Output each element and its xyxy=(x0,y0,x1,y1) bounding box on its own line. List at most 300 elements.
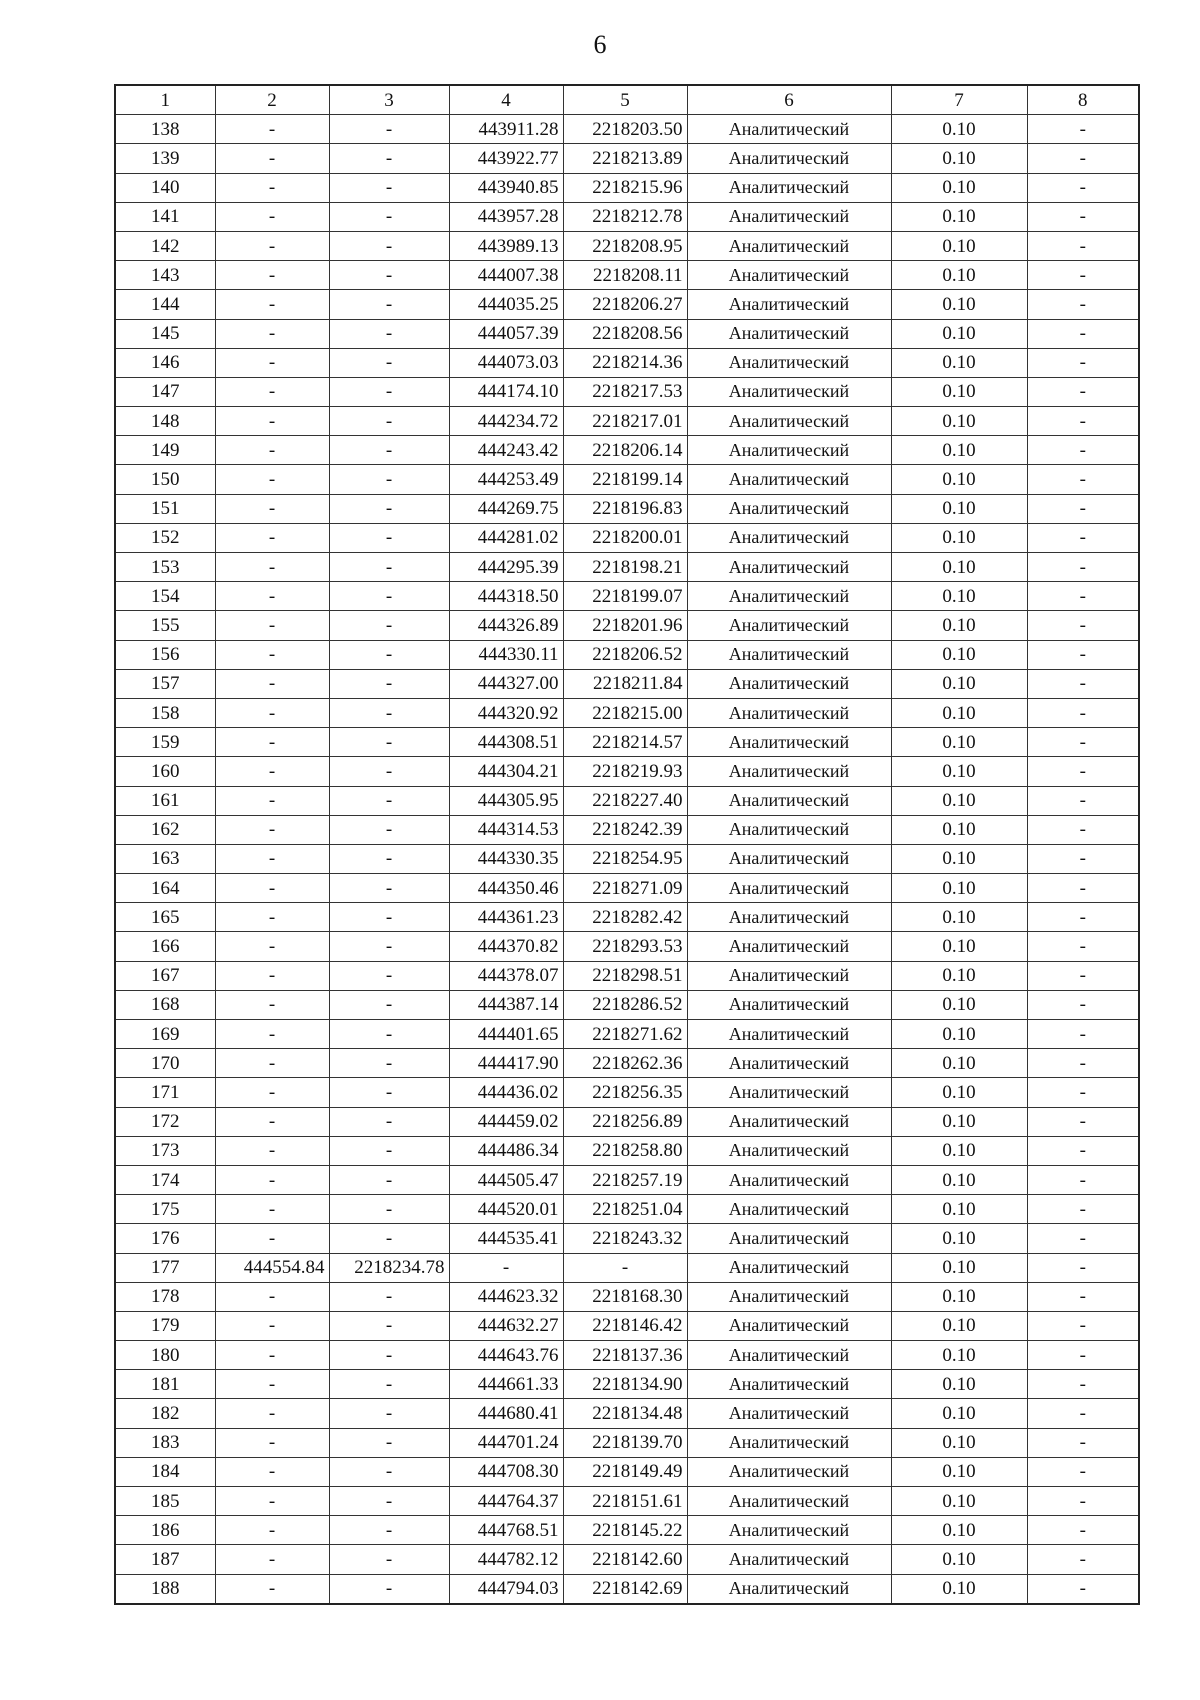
point-number-cell: 175 xyxy=(115,1195,215,1224)
table-row xyxy=(115,990,1139,1019)
y-coordinate-cell: 2218214.57 xyxy=(563,728,687,757)
col8-cell: - xyxy=(1027,611,1139,640)
col8-cell: - xyxy=(1027,523,1139,552)
col2-cell: - xyxy=(215,1107,329,1136)
col3-cell: - xyxy=(329,465,449,494)
col2-cell: - xyxy=(215,348,329,377)
method-cell: Аналитический xyxy=(687,1020,891,1049)
y-coordinate-cell: 2218199.07 xyxy=(563,582,687,611)
table-row xyxy=(115,115,1139,144)
table-row xyxy=(115,786,1139,815)
y-coordinate-cell: 2218214.36 xyxy=(563,348,687,377)
method-cell: Аналитический xyxy=(687,844,891,873)
point-number-cell: 160 xyxy=(115,757,215,786)
point-number-cell: 152 xyxy=(115,523,215,552)
method-cell: Аналитический xyxy=(687,523,891,552)
accuracy-cell: 0.10 xyxy=(891,1224,1027,1253)
table-row xyxy=(115,640,1139,669)
y-coordinate-cell: 2218199.14 xyxy=(563,465,687,494)
col2-cell: - xyxy=(215,815,329,844)
col8-cell: - xyxy=(1027,144,1139,173)
column-header-8: 8 xyxy=(1027,85,1139,115)
col3-cell: - xyxy=(329,1574,449,1604)
column-header-6: 6 xyxy=(687,85,891,115)
y-coordinate-cell: 2218282.42 xyxy=(563,903,687,932)
column-header-3: 3 xyxy=(329,85,449,115)
method-cell: Аналитический xyxy=(687,1195,891,1224)
col3-cell: - xyxy=(329,290,449,319)
x-coordinate-cell: 444505.47 xyxy=(449,1165,563,1194)
col3-cell: - xyxy=(329,1311,449,1340)
table-row xyxy=(115,407,1139,436)
header-row xyxy=(115,85,1139,115)
table-row xyxy=(115,290,1139,319)
col2-cell: - xyxy=(215,611,329,640)
method-cell: Аналитический xyxy=(687,553,891,582)
table-header xyxy=(115,85,1139,115)
y-coordinate-cell: 2218208.56 xyxy=(563,319,687,348)
col3-cell: - xyxy=(329,961,449,990)
accuracy-cell: 0.10 xyxy=(891,932,1027,961)
col3-cell: - xyxy=(329,115,449,144)
point-number-cell: 183 xyxy=(115,1428,215,1457)
accuracy-cell: 0.10 xyxy=(891,319,1027,348)
y-coordinate-cell: 2218142.60 xyxy=(563,1545,687,1574)
x-coordinate-cell: - xyxy=(449,1253,563,1282)
col8-cell: - xyxy=(1027,1399,1139,1428)
col3-cell: - xyxy=(329,874,449,903)
table-row xyxy=(115,1428,1139,1457)
point-number-cell: 171 xyxy=(115,1078,215,1107)
method-cell: Аналитический xyxy=(687,874,891,903)
y-coordinate-cell: 2218151.61 xyxy=(563,1487,687,1516)
table-row xyxy=(115,173,1139,202)
x-coordinate-cell: 444378.07 xyxy=(449,961,563,990)
y-coordinate-cell: 2218206.14 xyxy=(563,436,687,465)
col2-cell: - xyxy=(215,290,329,319)
col2-cell: - xyxy=(215,786,329,815)
col3-cell: - xyxy=(329,261,449,290)
col8-cell: - xyxy=(1027,1311,1139,1340)
col8-cell: - xyxy=(1027,1457,1139,1486)
accuracy-cell: 0.10 xyxy=(891,1545,1027,1574)
point-number-cell: 155 xyxy=(115,611,215,640)
x-coordinate-cell: 444708.30 xyxy=(449,1457,563,1486)
accuracy-cell: 0.10 xyxy=(891,436,1027,465)
column-header-4: 4 xyxy=(449,85,563,115)
table-row xyxy=(115,1399,1139,1428)
col3-cell: - xyxy=(329,728,449,757)
table-row xyxy=(115,348,1139,377)
method-cell: Аналитический xyxy=(687,173,891,202)
col3-cell: - xyxy=(329,1136,449,1165)
x-coordinate-cell: 444643.76 xyxy=(449,1341,563,1370)
accuracy-cell: 0.10 xyxy=(891,728,1027,757)
y-coordinate-cell: 2218213.89 xyxy=(563,144,687,173)
col2-cell: - xyxy=(215,231,329,260)
point-number-cell: 161 xyxy=(115,786,215,815)
col3-cell: - xyxy=(329,319,449,348)
point-number-cell: 179 xyxy=(115,1311,215,1340)
point-number-cell: 156 xyxy=(115,640,215,669)
col2-cell: 444554.84 xyxy=(215,1253,329,1282)
x-coordinate-cell: 444520.01 xyxy=(449,1195,563,1224)
x-coordinate-cell: 444330.35 xyxy=(449,844,563,873)
point-number-cell: 174 xyxy=(115,1165,215,1194)
table-row xyxy=(115,377,1139,406)
table-row xyxy=(115,1107,1139,1136)
accuracy-cell: 0.10 xyxy=(891,261,1027,290)
col3-cell: - xyxy=(329,1341,449,1370)
col8-cell: - xyxy=(1027,844,1139,873)
col8-cell: - xyxy=(1027,436,1139,465)
method-cell: Аналитический xyxy=(687,757,891,786)
method-cell: Аналитический xyxy=(687,1399,891,1428)
table-row xyxy=(115,874,1139,903)
point-number-cell: 141 xyxy=(115,202,215,231)
col2-cell: - xyxy=(215,407,329,436)
table-row xyxy=(115,1020,1139,1049)
col2-cell: - xyxy=(215,1545,329,1574)
table-row xyxy=(115,202,1139,231)
point-number-cell: 154 xyxy=(115,582,215,611)
x-coordinate-cell: 444035.25 xyxy=(449,290,563,319)
col8-cell: - xyxy=(1027,1049,1139,1078)
table-row xyxy=(115,1224,1139,1253)
table-row xyxy=(115,961,1139,990)
x-coordinate-cell: 444318.50 xyxy=(449,582,563,611)
y-coordinate-cell: 2218134.48 xyxy=(563,1399,687,1428)
y-coordinate-cell: 2218257.19 xyxy=(563,1165,687,1194)
point-number-cell: 146 xyxy=(115,348,215,377)
y-coordinate-cell: 2218208.11 xyxy=(563,261,687,290)
table-row xyxy=(115,1516,1139,1545)
col2-cell: - xyxy=(215,494,329,523)
x-coordinate-cell: 444295.39 xyxy=(449,553,563,582)
x-coordinate-cell: 444661.33 xyxy=(449,1370,563,1399)
col8-cell: - xyxy=(1027,494,1139,523)
col8-cell: - xyxy=(1027,1078,1139,1107)
col2-cell: - xyxy=(215,202,329,231)
col8-cell: - xyxy=(1027,990,1139,1019)
table-row xyxy=(115,261,1139,290)
col2-cell: - xyxy=(215,261,329,290)
col8-cell: - xyxy=(1027,786,1139,815)
col3-cell: - xyxy=(329,669,449,698)
point-number-cell: 164 xyxy=(115,874,215,903)
method-cell: Аналитический xyxy=(687,202,891,231)
col3-cell: - xyxy=(329,407,449,436)
col3-cell: - xyxy=(329,1487,449,1516)
method-cell: Аналитический xyxy=(687,1341,891,1370)
col2-cell: - xyxy=(215,1078,329,1107)
y-coordinate-cell: 2218206.52 xyxy=(563,640,687,669)
point-number-cell: 153 xyxy=(115,553,215,582)
method-cell: Аналитический xyxy=(687,261,891,290)
point-number-cell: 185 xyxy=(115,1487,215,1516)
y-coordinate-cell: 2218271.62 xyxy=(563,1020,687,1049)
accuracy-cell: 0.10 xyxy=(891,1341,1027,1370)
col2-cell: - xyxy=(215,903,329,932)
col2-cell: - xyxy=(215,640,329,669)
table-row xyxy=(115,932,1139,961)
point-number-cell: 143 xyxy=(115,261,215,290)
x-coordinate-cell: 443940.85 xyxy=(449,173,563,202)
y-coordinate-cell: 2218243.32 xyxy=(563,1224,687,1253)
col8-cell: - xyxy=(1027,1195,1139,1224)
col3-cell: - xyxy=(329,1165,449,1194)
col8-cell: - xyxy=(1027,1370,1139,1399)
table-row xyxy=(115,494,1139,523)
accuracy-cell: 0.10 xyxy=(891,1195,1027,1224)
col3-cell: - xyxy=(329,1195,449,1224)
col8-cell: - xyxy=(1027,1224,1139,1253)
accuracy-cell: 0.10 xyxy=(891,582,1027,611)
col8-cell: - xyxy=(1027,582,1139,611)
table-row xyxy=(115,582,1139,611)
method-cell: Аналитический xyxy=(687,348,891,377)
method-cell: Аналитический xyxy=(687,640,891,669)
col3-cell: - xyxy=(329,202,449,231)
method-cell: Аналитический xyxy=(687,1107,891,1136)
method-cell: Аналитический xyxy=(687,1253,891,1282)
col2-cell: - xyxy=(215,669,329,698)
point-number-cell: 170 xyxy=(115,1049,215,1078)
table-row xyxy=(115,144,1139,173)
accuracy-cell: 0.10 xyxy=(891,1020,1027,1049)
col3-cell: - xyxy=(329,1516,449,1545)
method-cell: Аналитический xyxy=(687,231,891,260)
col2-cell: - xyxy=(215,319,329,348)
method-cell: Аналитический xyxy=(687,1457,891,1486)
point-number-cell: 182 xyxy=(115,1399,215,1428)
col2-cell: - xyxy=(215,844,329,873)
col3-cell: - xyxy=(329,640,449,669)
accuracy-cell: 0.10 xyxy=(891,1136,1027,1165)
x-coordinate-cell: 444320.92 xyxy=(449,698,563,727)
y-coordinate-cell: 2218134.90 xyxy=(563,1370,687,1399)
point-number-cell: 168 xyxy=(115,990,215,1019)
x-coordinate-cell: 444701.24 xyxy=(449,1428,563,1457)
table-row xyxy=(115,698,1139,727)
y-coordinate-cell: 2218256.89 xyxy=(563,1107,687,1136)
method-cell: Аналитический xyxy=(687,1049,891,1078)
point-number-cell: 159 xyxy=(115,728,215,757)
table-row xyxy=(115,1341,1139,1370)
method-cell: Аналитический xyxy=(687,290,891,319)
y-coordinate-cell: 2218196.83 xyxy=(563,494,687,523)
col2-cell: - xyxy=(215,757,329,786)
table-body xyxy=(115,115,1139,1604)
y-coordinate-cell: - xyxy=(563,1253,687,1282)
method-cell: Аналитический xyxy=(687,903,891,932)
table-row xyxy=(115,523,1139,552)
y-coordinate-cell: 2218201.96 xyxy=(563,611,687,640)
method-cell: Аналитический xyxy=(687,786,891,815)
col2-cell: - xyxy=(215,874,329,903)
col3-cell: - xyxy=(329,144,449,173)
col3-cell: - xyxy=(329,990,449,1019)
accuracy-cell: 0.10 xyxy=(891,290,1027,319)
accuracy-cell: 0.10 xyxy=(891,377,1027,406)
method-cell: Аналитический xyxy=(687,698,891,727)
accuracy-cell: 0.10 xyxy=(891,786,1027,815)
accuracy-cell: 0.10 xyxy=(891,202,1027,231)
col8-cell: - xyxy=(1027,669,1139,698)
y-coordinate-cell: 2218145.22 xyxy=(563,1516,687,1545)
table-row xyxy=(115,815,1139,844)
x-coordinate-cell: 444350.46 xyxy=(449,874,563,903)
table-row xyxy=(115,231,1139,260)
accuracy-cell: 0.10 xyxy=(891,611,1027,640)
table-row xyxy=(115,611,1139,640)
col8-cell: - xyxy=(1027,1253,1139,1282)
col3-cell: - xyxy=(329,815,449,844)
accuracy-cell: 0.10 xyxy=(891,1457,1027,1486)
accuracy-cell: 0.10 xyxy=(891,757,1027,786)
col8-cell: - xyxy=(1027,874,1139,903)
col8-cell: - xyxy=(1027,728,1139,757)
col3-cell: - xyxy=(329,523,449,552)
col8-cell: - xyxy=(1027,1428,1139,1457)
y-coordinate-cell: 2218211.84 xyxy=(563,669,687,698)
col8-cell: - xyxy=(1027,1020,1139,1049)
x-coordinate-cell: 444632.27 xyxy=(449,1311,563,1340)
method-cell: Аналитический xyxy=(687,465,891,494)
accuracy-cell: 0.10 xyxy=(891,1311,1027,1340)
col2-cell: - xyxy=(215,144,329,173)
y-coordinate-cell: 2218206.27 xyxy=(563,290,687,319)
col2-cell: - xyxy=(215,115,329,144)
col2-cell: - xyxy=(215,465,329,494)
col8-cell: - xyxy=(1027,553,1139,582)
accuracy-cell: 0.10 xyxy=(891,494,1027,523)
col2-cell: - xyxy=(215,1399,329,1428)
col3-cell: - xyxy=(329,1282,449,1311)
point-number-cell: 169 xyxy=(115,1020,215,1049)
accuracy-cell: 0.10 xyxy=(891,1574,1027,1604)
method-cell: Аналитический xyxy=(687,1487,891,1516)
x-coordinate-cell: 443911.28 xyxy=(449,115,563,144)
x-coordinate-cell: 444794.03 xyxy=(449,1574,563,1604)
y-coordinate-cell: 2218217.53 xyxy=(563,377,687,406)
col2-cell: - xyxy=(215,1341,329,1370)
col2-cell: - xyxy=(215,553,329,582)
col3-cell: - xyxy=(329,1049,449,1078)
col3-cell: - xyxy=(329,1428,449,1457)
col2-cell: - xyxy=(215,932,329,961)
coordinates-table xyxy=(114,84,1140,1605)
table-row xyxy=(115,1311,1139,1340)
col2-cell: - xyxy=(215,1049,329,1078)
x-coordinate-cell: 444304.21 xyxy=(449,757,563,786)
point-number-cell: 157 xyxy=(115,669,215,698)
col3-cell: - xyxy=(329,1399,449,1428)
y-coordinate-cell: 2218215.96 xyxy=(563,173,687,202)
col8-cell: - xyxy=(1027,407,1139,436)
point-number-cell: 147 xyxy=(115,377,215,406)
x-coordinate-cell: 443957.28 xyxy=(449,202,563,231)
x-coordinate-cell: 444308.51 xyxy=(449,728,563,757)
accuracy-cell: 0.10 xyxy=(891,553,1027,582)
accuracy-cell: 0.10 xyxy=(891,1253,1027,1282)
col8-cell: - xyxy=(1027,377,1139,406)
table-row xyxy=(115,1457,1139,1486)
col2-cell: - xyxy=(215,1428,329,1457)
x-coordinate-cell: 444007.38 xyxy=(449,261,563,290)
y-coordinate-cell: 2218168.30 xyxy=(563,1282,687,1311)
col2-cell: - xyxy=(215,698,329,727)
point-number-cell: 184 xyxy=(115,1457,215,1486)
accuracy-cell: 0.10 xyxy=(891,465,1027,494)
table-row xyxy=(115,1165,1139,1194)
point-number-cell: 138 xyxy=(115,115,215,144)
x-coordinate-cell: 444486.34 xyxy=(449,1136,563,1165)
col8-cell: - xyxy=(1027,1107,1139,1136)
point-number-cell: 176 xyxy=(115,1224,215,1253)
column-header-5: 5 xyxy=(563,85,687,115)
col3-cell: - xyxy=(329,786,449,815)
accuracy-cell: 0.10 xyxy=(891,1049,1027,1078)
accuracy-cell: 0.10 xyxy=(891,669,1027,698)
table-row xyxy=(115,1370,1139,1399)
accuracy-cell: 0.10 xyxy=(891,844,1027,873)
y-coordinate-cell: 2218251.04 xyxy=(563,1195,687,1224)
col2-cell: - xyxy=(215,1311,329,1340)
col2-cell: - xyxy=(215,1516,329,1545)
accuracy-cell: 0.10 xyxy=(891,903,1027,932)
x-coordinate-cell: 444243.42 xyxy=(449,436,563,465)
col3-cell: - xyxy=(329,757,449,786)
table-row xyxy=(115,669,1139,698)
column-header-7: 7 xyxy=(891,85,1027,115)
col2-cell: - xyxy=(215,1165,329,1194)
accuracy-cell: 0.10 xyxy=(891,698,1027,727)
accuracy-cell: 0.10 xyxy=(891,1078,1027,1107)
col3-cell: - xyxy=(329,698,449,727)
y-coordinate-cell: 2218293.53 xyxy=(563,932,687,961)
col3-cell: - xyxy=(329,1457,449,1486)
method-cell: Аналитический xyxy=(687,932,891,961)
col2-cell: - xyxy=(215,1574,329,1604)
col2-cell: - xyxy=(215,990,329,1019)
accuracy-cell: 0.10 xyxy=(891,1282,1027,1311)
point-number-cell: 177 xyxy=(115,1253,215,1282)
method-cell: Аналитический xyxy=(687,1311,891,1340)
col8-cell: - xyxy=(1027,1341,1139,1370)
col8-cell: - xyxy=(1027,961,1139,990)
col2-cell: - xyxy=(215,173,329,202)
point-number-cell: 151 xyxy=(115,494,215,523)
col2-cell: - xyxy=(215,436,329,465)
y-coordinate-cell: 2218227.40 xyxy=(563,786,687,815)
point-number-cell: 149 xyxy=(115,436,215,465)
col8-cell: - xyxy=(1027,1516,1139,1545)
y-coordinate-cell: 2218198.21 xyxy=(563,553,687,582)
col8-cell: - xyxy=(1027,1487,1139,1516)
y-coordinate-cell: 2218137.36 xyxy=(563,1341,687,1370)
point-number-cell: 158 xyxy=(115,698,215,727)
point-number-cell: 186 xyxy=(115,1516,215,1545)
col8-cell: - xyxy=(1027,1136,1139,1165)
point-number-cell: 139 xyxy=(115,144,215,173)
table-row xyxy=(115,1136,1139,1165)
x-coordinate-cell: 444768.51 xyxy=(449,1516,563,1545)
method-cell: Аналитический xyxy=(687,377,891,406)
y-coordinate-cell: 2218258.80 xyxy=(563,1136,687,1165)
column-header-2: 2 xyxy=(215,85,329,115)
col8-cell: - xyxy=(1027,319,1139,348)
